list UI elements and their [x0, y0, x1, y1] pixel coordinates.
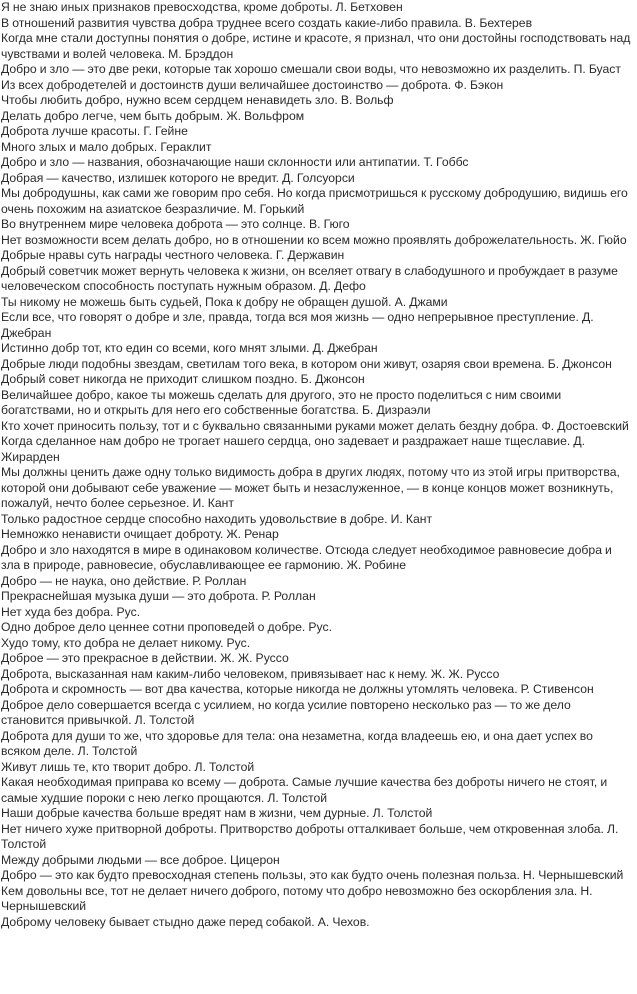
quote: Нет возможности всем делать добро, но в отношении ко всем можно проявлять доброжелательность. Ж. Гюйо: [1, 232, 627, 247]
quote: Одно доброе дело ценнее сотни проповедей о добре. Рус.: [1, 620, 332, 634]
quote: Доброму человеку бывает стыдно даже перед собакой. А. Чехов.: [1, 914, 370, 929]
quote: В отношений развития чувства добра труднее всего создать какие-либо правила. В. Бехтерев: [1, 15, 533, 30]
quote: Из всех добродетелей и достоинств души величайшее достоинство — доброта. Ф. Бэкон: [1, 77, 504, 92]
quote: Добро и зло — это две реки, которые так хорошо смешали свои воды, что невозможно их разделить. П. Буаст: [1, 62, 621, 76]
quote: Какая необходимая приправа ко всему — доброта. Самые лучшие качества без доброты ничего не стоят, и самые худшие пороки с нею легко прощаются. Л. Толстой: [1, 775, 608, 805]
quote: Если все, что говорят о добре и зле, правда, тогда вся моя жизнь — одно непрерывное преступление. Д. Джебран: [1, 310, 594, 340]
quote: Много злых и мало добрых. Гераклит: [1, 139, 212, 154]
quote: Добрый совет никогда не приходит слишком поздно. Б. Джонсон: [1, 372, 365, 386]
quote: Мы должны ценить даже одну только видимость добра в других людях, потому что из этой игры притворства, которой они добывают себе уважение — может быть и незаслуженное, — в конце концов может возникнуть, пожалуй, нечто более серьезное. И. Кант: [1, 465, 620, 510]
quote: Только радостное сердце способно находить удовольствие в добре. И. Кант: [1, 511, 433, 526]
quote: Наши добрые качества больше вредят нам в жизни, чем дурные. Л. Толстой: [1, 806, 433, 820]
quote: Кем довольны все, тот не делает ничего доброго, потому что добро невозможно без оскорбления зла. Н. Чернышевский: [1, 883, 593, 913]
quote: Доброта и скромность — вот два качества, которые никогда не должны утомлять человека. Р. Стивенсон: [1, 682, 594, 696]
quote: Немножко ненависти очищает доброту. Ж. Ренар: [1, 527, 279, 541]
quote: Кто хочет приносить пользу, тот и с буквально связанными руками может делать бездну добра. Ф. Достоевский: [1, 418, 629, 433]
quote: Прекраснейшая музыка души — это доброта. Р. Роллан: [1, 589, 316, 603]
quote: Добрая — качество, излишек которого не вредит. Д. Голсуорси: [1, 170, 355, 185]
quote: Добрые люди подобны звездам, светилам того века, в котором они живут, озаряя свои времена. Б. Джонсон: [1, 356, 612, 371]
quote: Делать добро легче, чем быть добрым. Ж. Вольфром: [1, 108, 305, 123]
quote: Мы добродушны, как сами же говорим про себя. Но когда присмотришься к русскому добродушию, видишь его очень похожим на азиатское безразличие. М. Горький: [1, 186, 628, 216]
quote: Доброта, высказанная нам каким-либо человеком, привязывает нас к нему. Ж. Ж. Руссо: [1, 666, 500, 681]
quote: Доброе дело совершается всегда с усилием, но когда усилие повторено несколько раз — то же дело становится привычкой. Л. Толстой: [1, 697, 571, 727]
quote: Живут лишь те, кто творит добро. Л. Толстой: [1, 759, 255, 774]
quote: Доброе — это прекрасное в действии. Ж. Ж. Руссо: [1, 651, 289, 665]
quote: Когда мне стали доступны понятия о добре, истине и красоте, я признал, что они достойны господствовать над чувствами и волей человека. М. Брэддон: [1, 31, 631, 61]
quote: Я не знаю иных признаков превосходства, кроме доброты. Л. Бетховен: [1, 0, 403, 14]
quote: Доброта лучше красоты. Г. Гейне: [1, 124, 188, 138]
quote: Величайшее добро, какое ты можешь сделать для другого, это не просто поделиться с ним своими богатствами, но и открыть для него его собственные богатства. Б. Дизраэли: [1, 387, 562, 417]
quote: Чтобы любить добро, нужно всем сердцем ненавидеть зло. В. Вольф: [1, 93, 394, 107]
quote: Между добрыми людьми — все доброе. Цицерон: [1, 852, 280, 867]
quote: Ты никому не можешь быть судьей, Пока к добру не обращен душой. А. Джами: [1, 294, 448, 309]
quote: Добрые нравы суть награды честного человека. Г. Державин: [1, 248, 345, 262]
quote: Когда сделанное нам добро не трогает нашего сердца, оно задевает и раздражает наше тщеславие. Д. Жирарден: [1, 434, 585, 464]
quote: Добро — это как будто превосходная степень пользы, это как будто очень полезная польза. Н. Чернышевский: [1, 868, 624, 882]
quote: Худо тому, кто добра не делает никому. Рус.: [1, 635, 251, 650]
quote: Истинно добр тот, кто един со всеми, кого мнят злыми. Д. Джебран: [1, 341, 378, 355]
quote: Добро и зло находятся в мире в одинаковом количестве. Отсюда следует необходимое равновесие добра и зла в природе, равновесие, обуславливающее ее гармонию. Ж. Робине: [1, 542, 612, 572]
quote: Во внутреннем мире человека доброта — это солнце. В. Гюго: [1, 217, 350, 231]
quote: Нет ничего хуже притворной доброты. Притворство доброты отталкивает больше, чем откровенная злоба. Л. Толстой: [1, 821, 619, 851]
quote: Доброта для души то же, что здоровье для тела: она незаметна, когда владеешь ею, и она дает успех во всяком деле. Л. Толстой: [1, 728, 593, 758]
quote: Добрый советчик может вернуть человека к жизни, он вселяет отвагу в слабодушного и пробуждает в разуме человеческом способность поступать нужным образом. Д. Дефо: [1, 263, 618, 293]
quote: Добро — не наука, оно действие. Р. Роллан: [1, 573, 247, 588]
quote: Добро и зло — названия, обозначающие наши склонности или антипатии. Т. Гоббс: [1, 155, 469, 169]
quote: Нет худа без добра. Рус.: [1, 604, 141, 619]
